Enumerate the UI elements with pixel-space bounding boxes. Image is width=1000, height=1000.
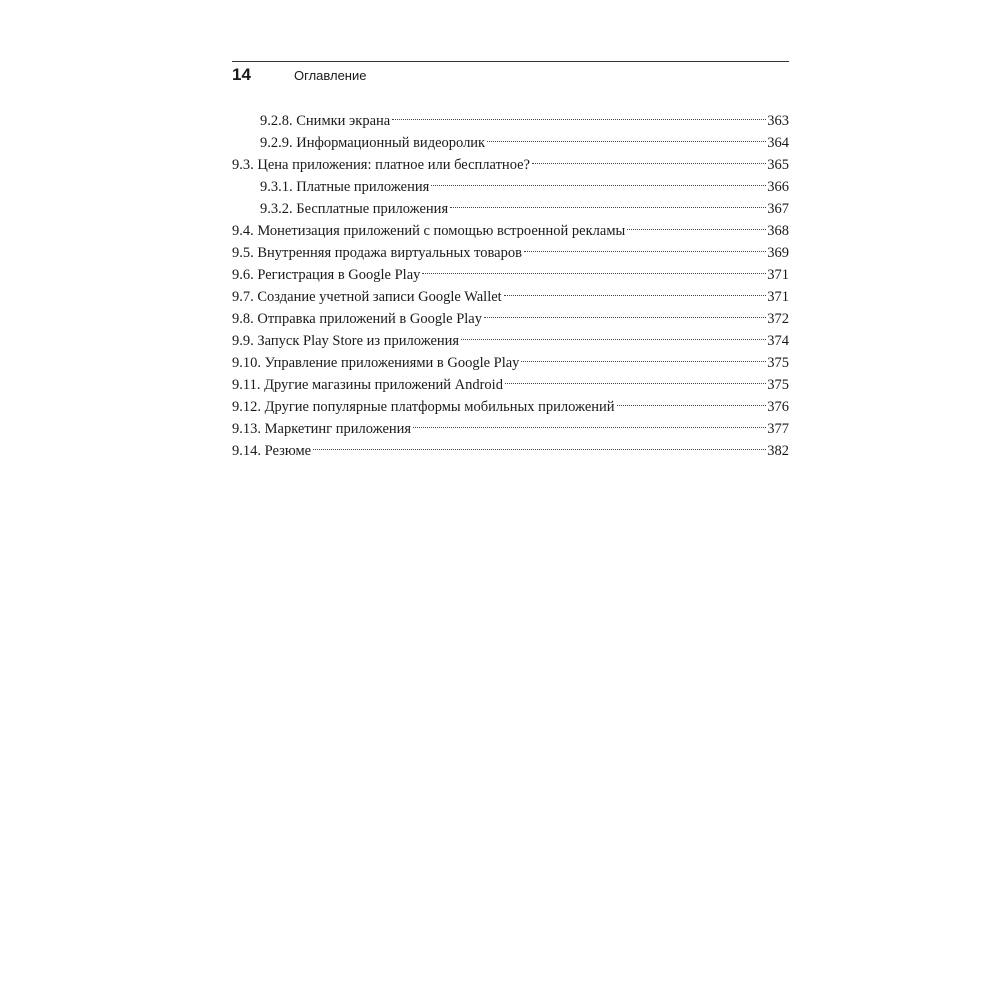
toc-entry-page: 363	[767, 113, 789, 129]
toc-dot-leader	[521, 345, 766, 367]
toc-entry-title: 9.2.8. Снимки экрана	[260, 113, 391, 129]
toc-entry-title: 9.5. Внутренняя продажа виртуальных товаров	[232, 245, 522, 261]
toc-entry-title: 9.3. Цена приложения: платное или бесплатное?	[232, 157, 530, 173]
toc-entry-title: 9.13. Маркетинг приложения	[232, 421, 412, 437]
toc-dot-leader	[627, 213, 766, 235]
toc-dot-leader	[450, 191, 766, 213]
toc-dot-leader	[505, 367, 766, 389]
toc-entry-title: 9.14. Резюме	[232, 443, 312, 459]
toc-dot-leader	[313, 433, 766, 455]
toc-dot-leader	[484, 301, 766, 323]
toc-dot-leader	[431, 169, 766, 191]
toc-entry-title: 9.4. Монетизация приложений с помощью встроенной рекламы	[232, 223, 626, 239]
toc-dot-leader	[524, 235, 766, 257]
toc-entry-title: 9.3.1. Платные приложения	[260, 179, 430, 195]
toc-entry-page: 374	[767, 333, 789, 349]
toc-entry-title: 9.12. Другие популярные платформы мобильных приложений	[232, 399, 615, 415]
toc-entry-title: 9.10. Управление приложениями в Google Play	[232, 355, 520, 371]
toc-dot-leader	[422, 257, 766, 279]
toc-dot-leader	[617, 389, 767, 411]
toc-entry-page: 375	[767, 355, 789, 371]
toc-entry-title: 9.2.9. Информационный видеоролик	[260, 135, 486, 151]
toc-entry-page: 365	[767, 157, 789, 173]
toc-entry-page: 366	[767, 179, 789, 195]
toc-entry-page: 375	[767, 377, 789, 393]
toc-entry-title: 9.6. Регистрация в Google Play	[232, 267, 421, 283]
toc-entry-title: 9.8. Отправка приложений в Google Play	[232, 311, 482, 327]
toc-dot-leader	[392, 103, 766, 125]
table-of-contents	[232, 103, 789, 459]
toc-entry-page: 368	[767, 223, 789, 239]
page-header	[232, 61, 789, 84]
toc-entry-title: 9.11. Другие магазины приложений Android	[232, 377, 503, 393]
toc-dot-leader	[532, 147, 766, 169]
toc-entry[interactable]	[232, 103, 789, 129]
toc-entry[interactable]	[232, 433, 789, 459]
toc-entry-page: 371	[767, 289, 789, 305]
toc-entry-page: 369	[767, 245, 789, 261]
toc-dot-leader	[504, 279, 767, 301]
toc-entry-page: 376	[767, 399, 789, 415]
toc-dot-leader	[461, 323, 766, 345]
toc-entry-page: 371	[767, 267, 789, 283]
toc-entry-page: 367	[767, 201, 789, 217]
toc-entry-title: 9.7. Создание учетной записи Google Wallet	[232, 289, 502, 305]
running-title: Оглавление	[294, 68, 367, 83]
toc-entry-page: 377	[767, 421, 789, 437]
toc-entry-title: 9.3.2. Бесплатные приложения	[260, 201, 449, 217]
toc-dot-leader	[487, 125, 766, 147]
toc-entry-page: 372	[767, 311, 789, 327]
toc-entry-page: 382	[767, 443, 789, 459]
toc-entry-page: 364	[767, 135, 789, 151]
toc-entry-title: 9.9. Запуск Play Store из приложения	[232, 333, 460, 349]
toc-dot-leader	[413, 411, 766, 433]
page-number: 14	[232, 65, 251, 84]
